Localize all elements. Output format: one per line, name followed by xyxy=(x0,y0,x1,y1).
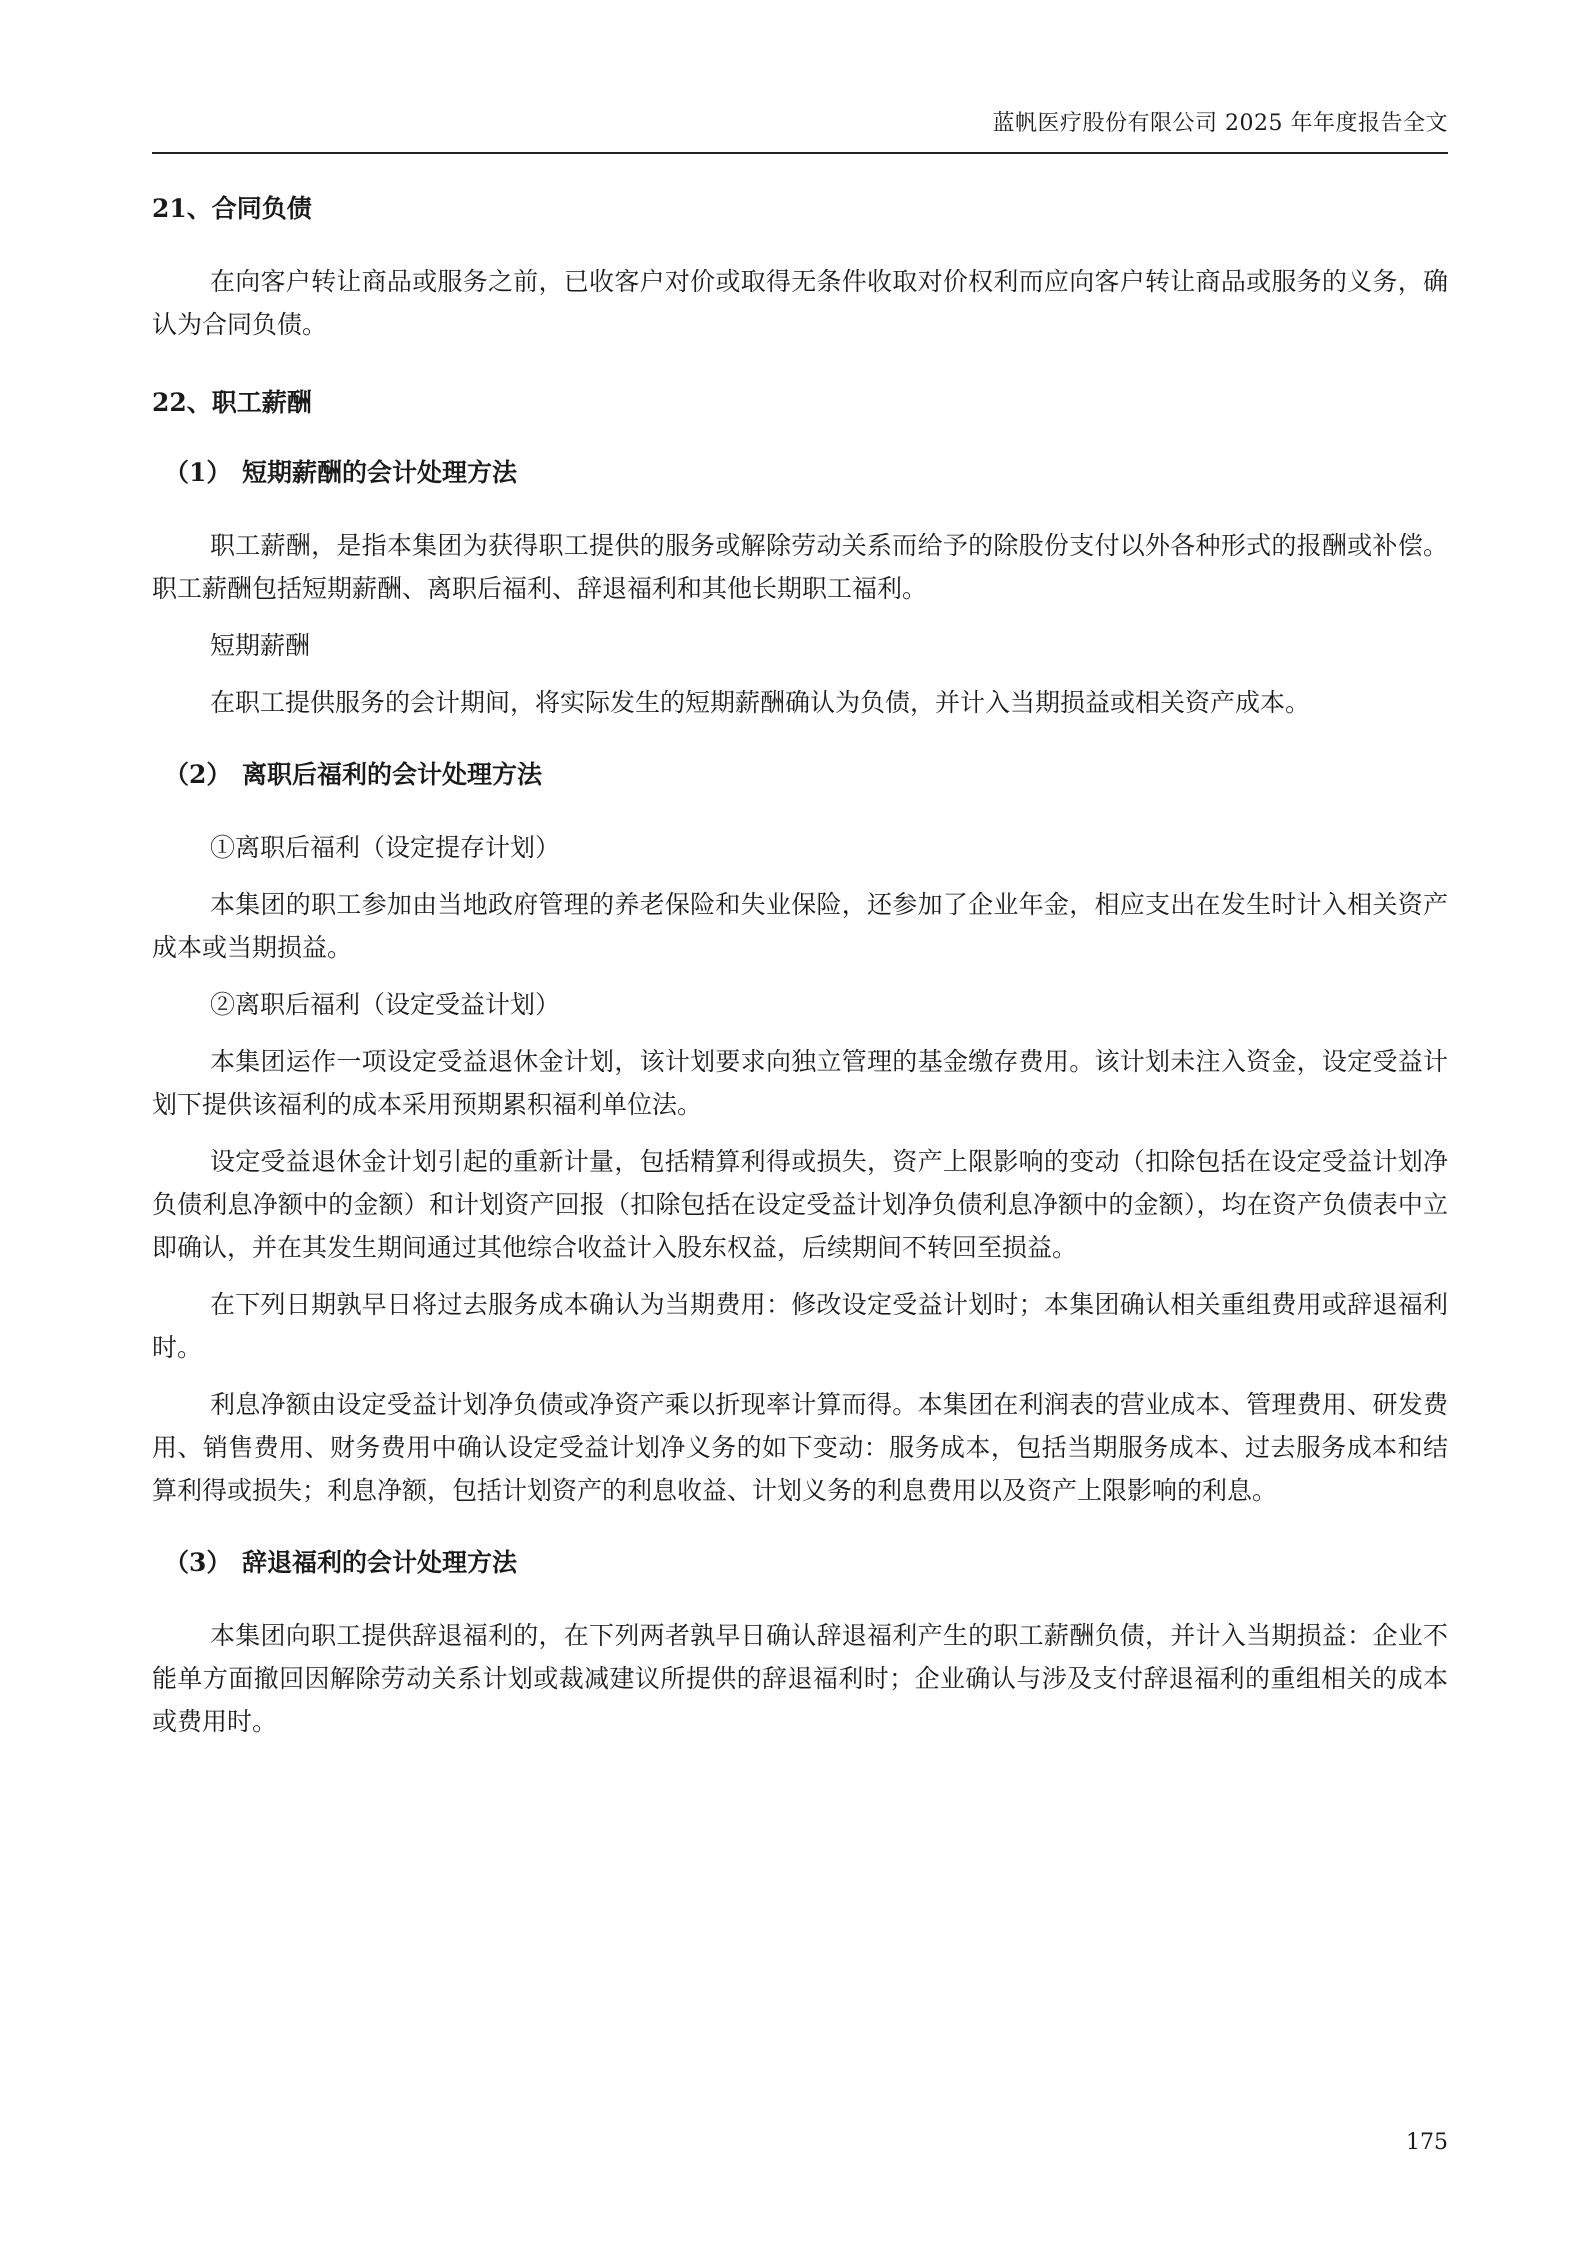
subsection-heading-1 xyxy=(152,454,1448,492)
section-heading-21: 21、合同负债 xyxy=(152,194,312,223)
paragraph: 本集团的职工参加由当地政府管理的养老保险和失业保险，还参加了企业年金，相应支出在发生时计入相关资产成本或当期损益。 xyxy=(152,890,1448,962)
paragraph: 在下列日期孰早日将过去服务成本确认为当期费用：修改设定受益计划时；本集团确认相关重组费用或辞退福利时。 xyxy=(152,1290,1448,1362)
subsection-heading-3 xyxy=(152,1544,1448,1582)
page-number: 175 xyxy=(1406,2130,1448,2155)
subsection-number: （1） xyxy=(164,458,232,487)
paragraph: 设定受益退休金计划引起的重新计量，包括精算利得或损失，资产上限影响的变动（扣除包括在设定受益计划净负债利息净额中的金额）和计划资产回报（扣除包括在设定受益计划净负债利息净额中的金额），均在资产负债表中立即确认，并在其发生期间通过其他综合收益计入股东权益，后续期间不转回至损益。 xyxy=(152,1147,1448,1262)
subsection-heading-2 xyxy=(152,756,1448,794)
paragraph: 本集团向职工提供辞退福利的，在下列两者孰早日确认辞退福利产生的职工薪酬负债，并计入当期损益：企业不能单方面撤回因解除劳动关系计划或裁减建议所提供的辞退福利时；企业确认与涉及支付辞退福利的重组相关的成本或费用时。 xyxy=(152,1621,1448,1736)
subsection-number: （3） xyxy=(164,1548,232,1577)
report-title: 蓝帆医疗股份有限公司 2025 年年度报告全文 xyxy=(992,111,1448,136)
item-label: ①离职后福利（设定提存计划） xyxy=(210,833,561,862)
subsection-title: 离职后福利的会计处理方法 xyxy=(242,760,543,789)
item-label: 短期薪酬 xyxy=(210,631,311,660)
subsection-title: 辞退福利的会计处理方法 xyxy=(242,1548,518,1577)
paragraph: 利息净额由设定受益计划净负债或净资产乘以折现率计算而得。本集团在利润表的营业成本、管理费用、研发费用、销售费用、财务费用中确认设定受益计划净义务的如下变动：服务成本，包括当期服务成本、过去服务成本和结算利得或损失；利息净额，包括计划资产的利息收益、计划义务的利息费用以及资产上限影响的利息。 xyxy=(152,1390,1448,1505)
subsection-number: （2） xyxy=(164,760,232,789)
paragraph: 在职工提供服务的会计期间，将实际发生的短期薪酬确认为负债，并计入当期损益或相关资产成本。 xyxy=(210,688,1311,717)
paragraph: 在向客户转让商品或服务之前，已收客户对价或取得无条件收取对价权利而应向客户转让商品或服务的义务，确认为合同负债。 xyxy=(152,267,1448,339)
paragraph: 职工薪酬，是指本集团为获得职工提供的服务或解除劳动关系而给予的除股份支付以外各种形式的报酬或补偿。职工薪酬包括短期薪酬、离职后福利、辞退福利和其他长期职工福利。 xyxy=(152,531,1448,603)
item-label: ②离职后福利（设定受益计划） xyxy=(210,990,561,1019)
document-body xyxy=(152,190,1448,1743)
subsection-title: 短期薪酬的会计处理方法 xyxy=(242,458,518,487)
section-heading-22: 22、职工薪酬 xyxy=(152,388,312,417)
page-header xyxy=(152,108,1448,154)
paragraph: 本集团运作一项设定受益退休金计划，该计划要求向独立管理的基金缴存费用。该计划未注入资金，设定受益计划下提供该福利的成本采用预期累积福利单位法。 xyxy=(152,1047,1448,1119)
